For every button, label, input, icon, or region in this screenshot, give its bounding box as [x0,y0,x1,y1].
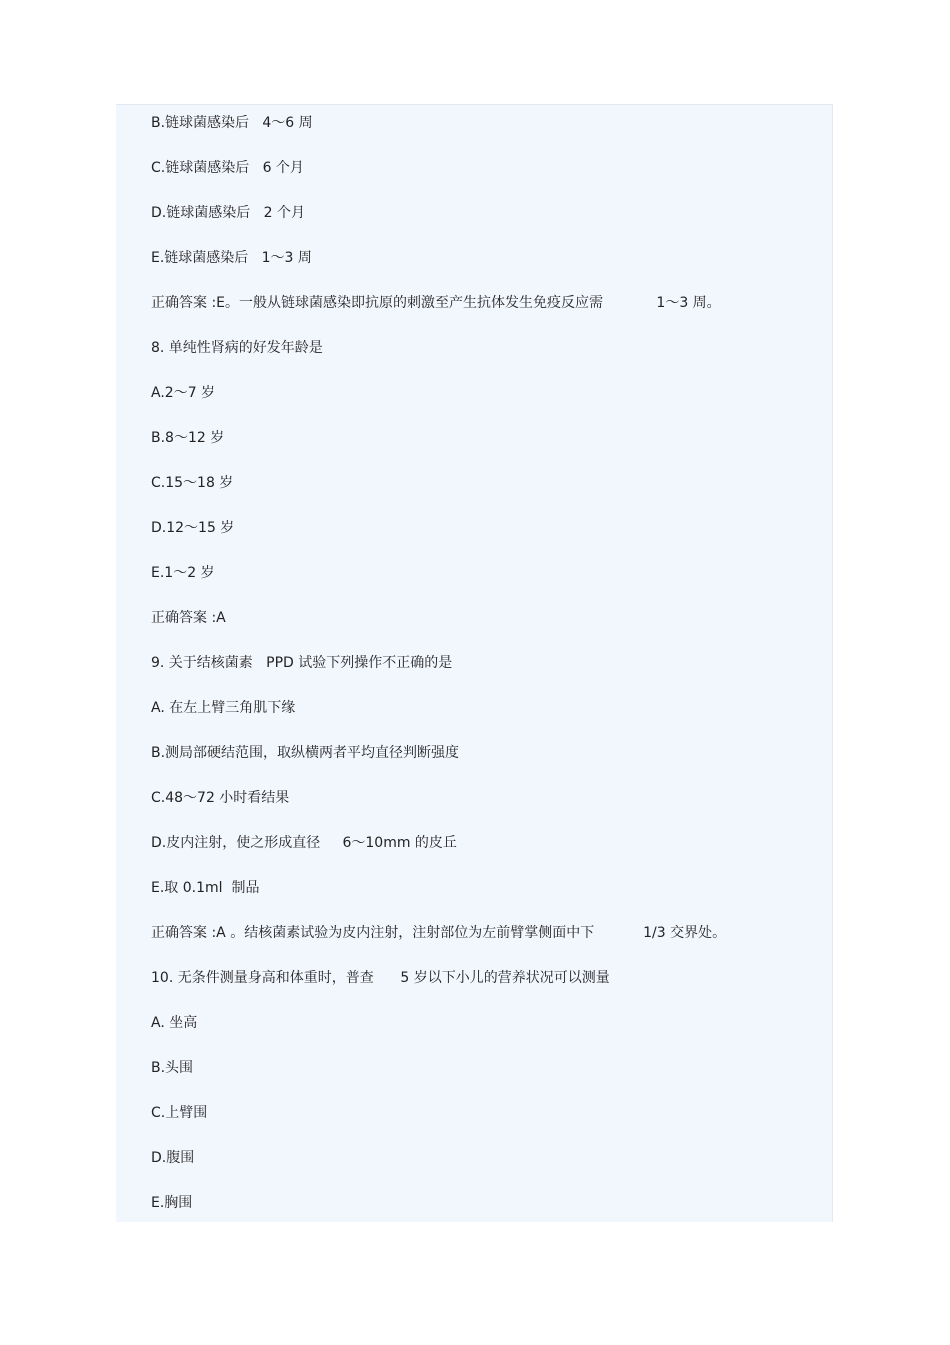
question-list [151,112,726,1237]
answer-line: 正确答案 :A [151,610,226,626]
option-line: D.腹围 [151,1150,195,1166]
option-line: D.12～15 岁 [151,520,235,536]
question-line: 9. 关于结核菌素 PPD 试验下列操作不正确的是 [151,655,453,671]
option-line: D.皮内注射，使之形成直径 6～10mm 的皮丘 [151,835,457,851]
question-line: 8. 单纯性肾病的好发年龄是 [151,340,323,356]
option-line: C.上臂围 [151,1105,208,1121]
option-line: E.胸围 [151,1195,193,1211]
answer-line: 正确答案 :A 。结核菌素试验为皮内注射，注射部位为左前臂掌侧面中下 1/3 交界处。 [151,925,727,941]
option-line: B.8～12 岁 [151,430,225,446]
option-line: D.链球菌感染后 2 个月 [151,205,305,221]
option-line: A.2～7 岁 [151,385,216,401]
option-line: C.48～72 小时看结果 [151,790,290,806]
option-line: B.链球菌感染后 4～6 周 [151,115,313,131]
option-line: E.链球菌感染后 1～3 周 [151,250,312,266]
option-line: E.1～2 岁 [151,565,215,581]
option-line: A. 在左上臂三角肌下缘 [151,700,296,716]
option-line: B.测局部硬结范围，取纵横两者平均直径判断强度 [151,745,460,761]
option-line: C.15～18 岁 [151,475,234,491]
question-line: 10. 无条件测量身高和体重时，普查 5 岁以下小儿的营养状况可以测量 [151,970,610,986]
answer-line: 正确答案 :E。一般从链球菌感染即抗原的刺激至产生抗体发生免疫反应需 1～3 周。 [151,295,721,311]
option-line: E.取 0.1ml 制品 [151,880,260,896]
option-line: A. 坐高 [151,1015,198,1031]
option-line: B.头围 [151,1060,194,1076]
option-line: C.链球菌感染后 6 个月 [151,160,304,176]
